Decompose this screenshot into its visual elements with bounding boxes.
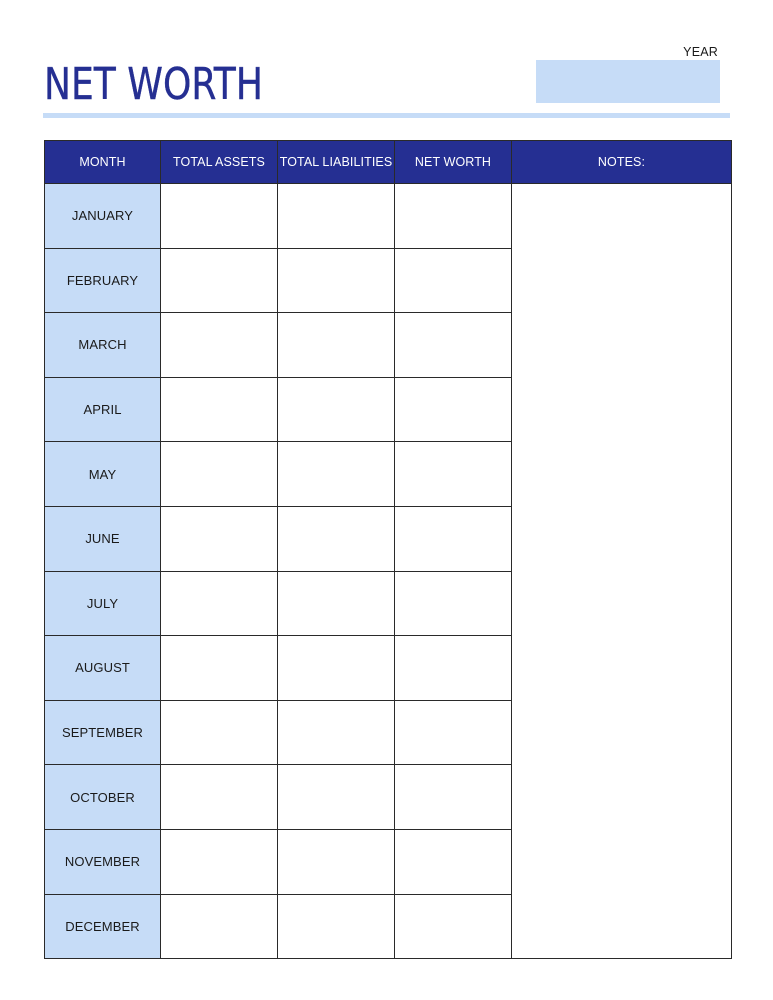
net-worth-cell[interactable] xyxy=(395,571,512,636)
notes-header: NOTES: xyxy=(512,141,732,184)
net-worth-cell[interactable] xyxy=(395,894,512,959)
year-label: YEAR xyxy=(683,45,718,59)
total-assets-cell[interactable] xyxy=(161,894,278,959)
total-assets-cell[interactable] xyxy=(161,377,278,442)
total-assets-cell[interactable] xyxy=(161,506,278,571)
total-assets-cell[interactable] xyxy=(161,829,278,894)
total-assets-cell[interactable] xyxy=(161,442,278,507)
table-header-row xyxy=(45,141,732,184)
net-worth-cell[interactable] xyxy=(395,248,512,313)
total-liabilities-cell[interactable] xyxy=(278,506,395,571)
net-worth-cell[interactable] xyxy=(395,829,512,894)
net-worth-cell[interactable] xyxy=(395,636,512,701)
total-liabilities-cell[interactable] xyxy=(278,829,395,894)
month-cell: DECEMBER xyxy=(45,894,161,959)
total-liabilities-cell[interactable] xyxy=(278,636,395,701)
total-assets-cell[interactable] xyxy=(161,636,278,701)
total-liabilities-cell[interactable] xyxy=(278,894,395,959)
total-liabilities-cell[interactable] xyxy=(278,313,395,378)
total-assets-cell[interactable] xyxy=(161,765,278,830)
table-row xyxy=(45,184,732,249)
net-worth-cell[interactable] xyxy=(395,765,512,830)
table-body xyxy=(45,184,732,959)
net-worth-cell[interactable] xyxy=(395,442,512,507)
title-divider xyxy=(43,113,730,118)
total-liabilities-cell[interactable] xyxy=(278,184,395,249)
net-worth-cell[interactable] xyxy=(395,184,512,249)
month-cell: APRIL xyxy=(45,377,161,442)
total-assets-cell[interactable] xyxy=(161,248,278,313)
page-title: NET WORTH xyxy=(44,59,263,110)
month-cell: JANUARY xyxy=(45,184,161,249)
total-assets-cell[interactable] xyxy=(161,184,278,249)
month-cell: MAY xyxy=(45,442,161,507)
total-liabilities-cell[interactable] xyxy=(278,442,395,507)
total-liabilities-cell[interactable] xyxy=(278,700,395,765)
month-cell: AUGUST xyxy=(45,636,161,701)
net-worth-cell[interactable] xyxy=(395,506,512,571)
month-cell: FEBRUARY xyxy=(45,248,161,313)
month-cell: MARCH xyxy=(45,313,161,378)
month-cell: OCTOBER xyxy=(45,765,161,830)
net-worth-table xyxy=(44,140,732,959)
total-liabilities-cell[interactable] xyxy=(278,377,395,442)
month-cell: SEPTEMBER xyxy=(45,700,161,765)
total-assets-cell[interactable] xyxy=(161,700,278,765)
net-worth-cell[interactable] xyxy=(395,313,512,378)
month-cell: JULY xyxy=(45,571,161,636)
total-liabilities-cell[interactable] xyxy=(278,765,395,830)
total-liabilities-header: TOTAL LIABILITIES xyxy=(278,141,395,184)
month-header: MONTH xyxy=(45,141,161,184)
total-assets-header: TOTAL ASSETS xyxy=(161,141,278,184)
month-cell: JUNE xyxy=(45,506,161,571)
net-worth-cell[interactable] xyxy=(395,700,512,765)
total-assets-cell[interactable] xyxy=(161,571,278,636)
year-input-box[interactable] xyxy=(536,60,720,103)
total-liabilities-cell[interactable] xyxy=(278,248,395,313)
total-assets-cell[interactable] xyxy=(161,313,278,378)
notes-area[interactable] xyxy=(512,184,732,959)
net-worth-header: NET WORTH xyxy=(395,141,512,184)
total-liabilities-cell[interactable] xyxy=(278,571,395,636)
net-worth-cell[interactable] xyxy=(395,377,512,442)
month-cell: NOVEMBER xyxy=(45,829,161,894)
